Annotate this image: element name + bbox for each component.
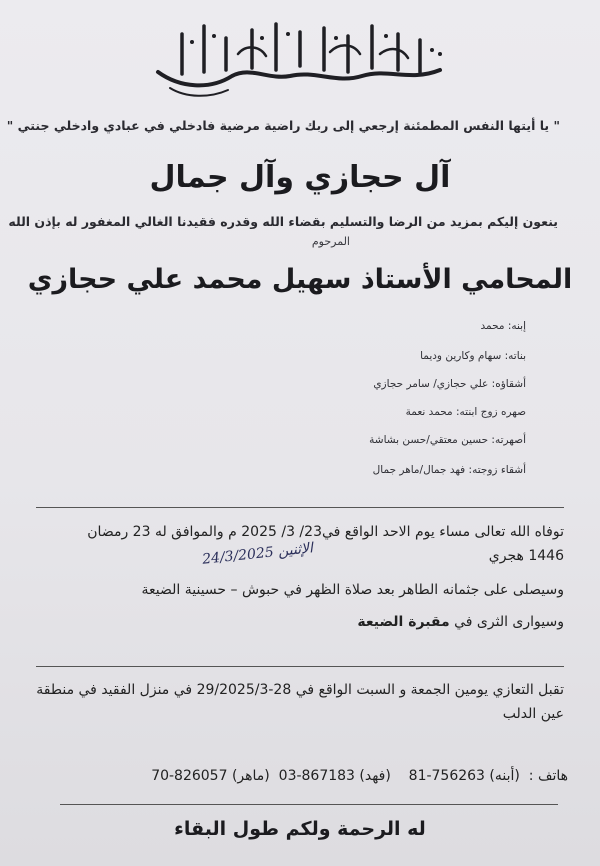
quran-verse: " يا أيتها النفس المطمئنة إرجعي إلى ربك راضية مرضية فادخلي في عبادي وادخلي جنتي " bbox=[6, 118, 560, 133]
relative-in-laws: أصهرته: حسين معتقي/حسن بشاشة bbox=[369, 434, 526, 446]
deceased-name: المحامي الأستاذ سهيل محمد علي حجازي bbox=[27, 264, 573, 295]
closing-phrase: له الرحمة ولكم طول البقاء bbox=[174, 818, 426, 840]
burial-place: مقبرة الضيعة bbox=[357, 614, 450, 630]
burial-prefix: وسيوارى الثرى في bbox=[449, 614, 564, 630]
relative-son: إبنه: محمد bbox=[480, 320, 526, 332]
calligraphy-header bbox=[140, 14, 460, 102]
phone-label: هاتف : bbox=[528, 768, 568, 784]
divider-bottom bbox=[60, 804, 558, 805]
relative-daughters: بناته: سهام وكارين وديما bbox=[420, 350, 526, 362]
death-date-line: توفاه الله تعالى مساء يوم الاحد الواقع في23/ 3/ 2025 م والموافق له 23 رمضان bbox=[87, 524, 564, 540]
phone-maher-label: (ماهر) bbox=[231, 768, 270, 784]
burial-line bbox=[357, 614, 564, 630]
condolences-line-2: عين الدلب bbox=[502, 706, 564, 722]
phone-son-label: (أبنه) bbox=[489, 768, 520, 784]
hijri-year-line: 1446 هجري bbox=[488, 548, 564, 564]
divider-middle bbox=[36, 666, 564, 667]
phone-fahd-label: (فهد) bbox=[359, 768, 391, 784]
phone-row bbox=[151, 768, 568, 784]
relative-son-in-law: صهره زوج ابنته: محمد نعمة bbox=[405, 406, 526, 418]
phone-son-number: 81-756263 bbox=[408, 768, 485, 784]
funeral-prayer-line: وسيصلى على جثمانه الطاهر بعد صلاة الظهر في حبوش – حسينية الضيعة bbox=[141, 582, 564, 598]
announcement-line-1: ينعون إليكم بمزيد من الرضا والتسليم بقضاء الله وقدره فقيدنا الغالي المغفور له بإذن الله bbox=[8, 214, 558, 229]
handwritten-date-note: الإثنين 24/3/2025 bbox=[201, 540, 314, 568]
families-heading: آل حجازي وآل جمال bbox=[149, 160, 451, 195]
announcement-line-2: المرحوم bbox=[311, 235, 350, 248]
divider-top bbox=[36, 507, 564, 508]
phone-maher-number: 70-826057 bbox=[151, 768, 228, 784]
relative-wife-brothers: أشقاء زوجته: فهد جمال/ماهر جمال bbox=[372, 464, 526, 476]
relative-brothers: أشقاؤه: علي حجازي/ سامر حجازي bbox=[373, 378, 526, 390]
condolences-line-1: تقبل التعازي يومين الجمعة و السبت الواقع في 28-29/2025/3 في منزل الفقيد في منطقة bbox=[36, 682, 564, 698]
phone-fahd-number: 03-867183 bbox=[278, 768, 355, 784]
